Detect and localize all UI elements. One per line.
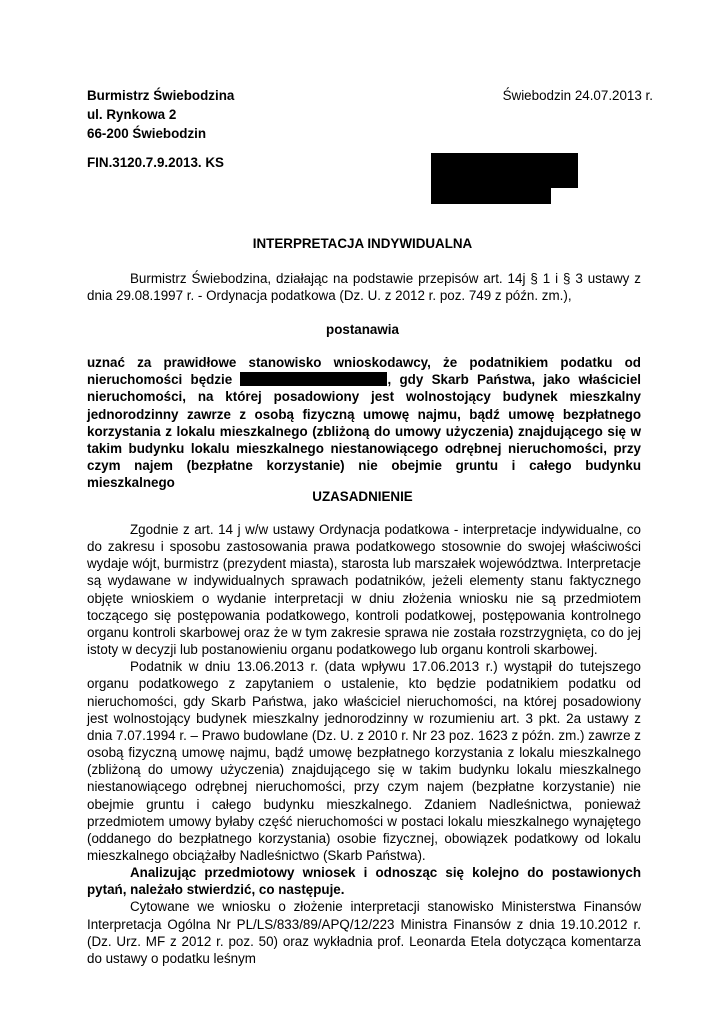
paragraph-3: Analizując przedmiotowy wniosek i odnosząc się kolejno do postawionych pytań, należało stwierdzić, co następuje. — [87, 865, 641, 898]
paragraph-1: Zgodnie z art. 14 j w/w ustawy Ordynacja podatkowa - interpretacje indywidualne, co do zakresu i sposobu zastosowania prawa podatkowego stosownie do swojej właściwości wydaje wójt, burmistrz (prezydent miasta), starosta lub marszałek województwa. Interpretacje są wydawane w indywidualnych sprawach podatników, jeżeli elementy stanu faktycznego objęte wnioskiem o wydanie interpretacji w dniu złożenia wniosku nie są przedmiotem toczącego się postępowania podatkowego, kontroli podatkowej, postępowania kontrolnego organu kontroli skarbowej oraz że w tym zakresie sprawa nie została rozstrzygnięta, co do jej istoty w decyzji lub postanowieniu organu podatkowego lub organu kontroli skarbowej. — [87, 522, 641, 658]
paragraph-4: Cytowane we wniosku o złożenie interpretacji stanowisko Ministerstwa Finansów Interpretacja Ogólna Nr PL/LS/833/89/APQ/12/223 Ministra Finansów z dnia 19.10.2012 r. (Dz. Urz. MF z 2012 r. poz. 50) oraz wykładnia prof. Leonarda Etela dotycząca komentarza do ustawy o podatku leśnym — [87, 899, 641, 966]
ruling-paragraph — [87, 354, 641, 492]
sender-city: 66-200 Świebodzin — [87, 126, 207, 141]
decides-heading: postanawia — [326, 322, 399, 337]
case-number: FIN.3120.7.9.2013. KS — [87, 155, 224, 170]
redacted-recipient-block-2 — [431, 170, 578, 188]
ruling-text-part2: , gdy Skarb Państwa, jako właściciel nieruchomości, na której posadowiony jest wolnostojący budynek mieszkalny jednorodzinny zawrze z osobą fizyczną umowę najmu, bądź umowę bezpłatnego korzystania z lokalu mieszkalnego (zbliżoną do umowy użyczenia) znajdującego się w takim budynku lokalu mieszkalnego niestanowiącego odrębnej nieruchomości, przy czym najem (bezpłatne korzystanie) nie obejmie gruntu i całego budynku mieszkalnego — [87, 372, 641, 491]
redacted-name — [240, 372, 387, 386]
ruling-text — [87, 354, 641, 492]
intro-text: Burmistrz Świebodzina, działając na podstawie przepisów art. 14j § 1 i § 3 ustawy z dnia 29.08.1997 r. - Ordynacja podatkowa (Dz. U. z 2012 r. poz. 749 z późn. zm.), — [87, 271, 641, 304]
document-date: Świebodzin 24.07.2013 r. — [502, 88, 653, 103]
paragraph-2: Podatnik w dniu 13.06.2013 r. (data wpływu 17.06.2013 r.) wystąpił do tutejszego organu podatkowego z zapytaniem o ustalenie, kto będzie podatnikiem podatku od nieruchomości, gdy Skarb Państwa, jako właściciel nieruchomości, na której posadowiony jest wolnostojący budynek mieszkalny jednorodzinny w rozumieniu art. 3 pkt. 2a ustawy z dnia 7.07.1994 r. – Prawo budowlane (Dz. U. z 2010 r. Nr 23 poz. 1623 z późn. zm.) zawrze z osobą fizyczną umowę najmu, bądź umowę bezpłatnego korzystania z lokalu mieszkalnego (zbliżoną do umowy użyczenia) znajdującego się w takim budynku lokalu mieszkalnego niestanowiącego odrębnej nieruchomości, przy czym najem (bezpłatne korzystanie) nie obejmie gruntu i całego budynku mieszkalnego. Zdaniem Nadleśnictwa, ponieważ przedmiotem umowy byłaby część nieruchomości w postaci lokalu mieszkalnego wynajętego (oddanego do bezpłatnego korzystania) osobie fizycznej, obowiązek podatkowy od lokalu mieszkalnego obciążałby Nadleśnictwo (Skarb Państwa). — [87, 659, 641, 863]
document-title: INTERPRETACJA INDYWIDUALNA — [252, 236, 473, 251]
redacted-recipient-block-3 — [431, 187, 551, 204]
justification-body — [87, 521, 641, 967]
sender-name: Burmistrz Świebodzina — [87, 88, 235, 103]
sender-street: ul. Rynkowa 2 — [87, 107, 177, 122]
ruling-text-part1: uznać za prawidłowe stanowisko wnioskodawcy, że podatnikiem podatku od nieruchomości będzie — [87, 355, 641, 388]
intro-paragraph — [87, 270, 641, 304]
redacted-recipient-block — [431, 153, 578, 171]
justification-heading: UZASADNIENIE — [312, 489, 413, 504]
sender-address — [87, 86, 234, 143]
